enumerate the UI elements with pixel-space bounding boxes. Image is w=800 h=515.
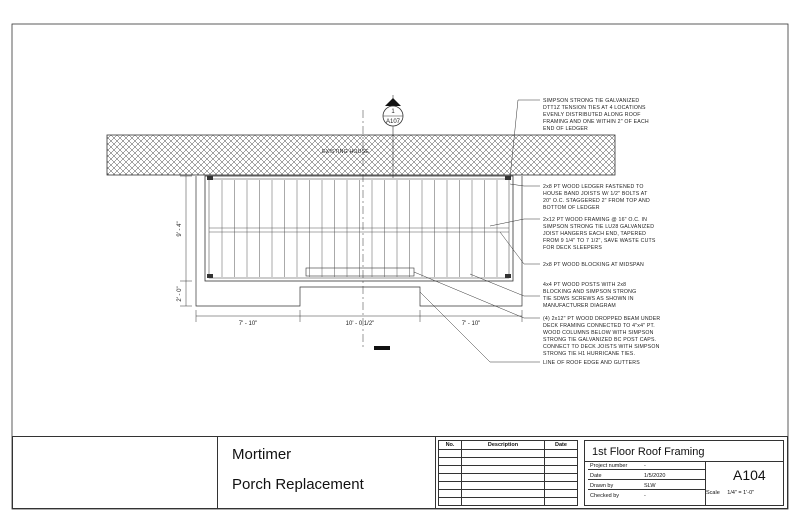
project-name: Porch Replacement	[232, 476, 364, 493]
table-row	[439, 458, 578, 466]
sheet-number: A104	[733, 467, 766, 483]
table-row	[439, 498, 578, 506]
info-row-checked-by	[588, 492, 706, 500]
dim-center-width: 10' - 0 1/2"	[345, 321, 375, 327]
note-line: 2x12 PT WOOD FRAMING @ 16" O.C. IN	[543, 217, 648, 223]
dim-upper-depth: 9' - 4"	[177, 221, 183, 237]
existing-house-wall	[107, 135, 615, 175]
rev-date-header: Date	[545, 441, 578, 450]
table-row	[439, 474, 578, 482]
roof-edge-line	[196, 176, 522, 306]
note-line: CONNECT TO DECK JOISTS WITH SIMPSON	[543, 344, 660, 350]
info-value: SLW	[644, 483, 656, 489]
scale-line	[706, 490, 754, 496]
title-block-stamp-cell	[13, 437, 218, 508]
section-sheet: A107	[385, 119, 401, 125]
info-value: 1/5/2020	[644, 473, 666, 479]
rev-description-header: Description	[462, 441, 545, 450]
note-line: DTT1Z TENSION TIES AT 4 LOCATIONS	[543, 105, 646, 111]
sheet-title: 1st Floor Roof Framing	[592, 446, 705, 458]
note-line: FOR DECK SLEEPERS	[543, 245, 603, 251]
framing-outline	[205, 176, 513, 281]
table-row	[439, 466, 578, 474]
note-line: JOIST HANGERS EACH END, TAPERED	[543, 231, 647, 237]
rev-no-header: No.	[439, 441, 462, 450]
note-line: DECK FRAMING CONNECTED TO 4"x4" PT.	[543, 323, 655, 329]
note-line: TIE SDWS SCREWS AS SHOWN IN	[543, 296, 634, 302]
scale-value: 1/4" = 1'-0"	[727, 490, 755, 496]
note-line: FRAMING AND ONE WITHIN 2" OF EACH	[543, 119, 649, 125]
note-line: STRONG TIE H1 HURRICANE TIES.	[543, 351, 636, 357]
note-line: 20" O.C. STAGGERED 2" FROM TOP AND	[543, 198, 650, 204]
dim-lower-depth: 2' - 0"	[177, 286, 183, 302]
revision-table	[438, 440, 578, 506]
table-row	[439, 482, 578, 490]
note-line: (4) 2x12" PT WOOD DROPPED BEAM UNDER	[543, 316, 661, 322]
dim-right-width: 7' - 10"	[461, 321, 481, 327]
dim-left-width: 7' - 10"	[238, 321, 258, 327]
info-label: Project number	[590, 463, 628, 469]
info-value: -	[644, 463, 646, 469]
info-label: Checked by	[590, 493, 620, 499]
info-row-project-number	[588, 462, 706, 470]
table-row	[439, 490, 578, 498]
info-value: -	[644, 493, 646, 499]
info-row-drawn-by	[588, 482, 706, 490]
roof-framing-plan	[196, 176, 522, 306]
note-line: 2x8 PT WOOD LEDGER FASTENED TO	[543, 184, 644, 190]
note-line: 4x4 PT WOOD POSTS WITH 2x8	[543, 282, 627, 288]
note-line: EVENLY DISTRIBUTED ALONG ROOF	[543, 112, 641, 118]
section-number: 1	[391, 109, 395, 115]
tension-ties	[207, 176, 511, 278]
note-line: WOOD COLUMNS BELOW WITH SIMPSON	[543, 330, 654, 336]
note-line: SIMPSON STRONG TIE LU28 GALVANIZED	[543, 224, 655, 230]
section-end-mark	[374, 346, 390, 350]
note-line: HOUSE BAND JOISTS W/ 1/2" BOLTS AT	[543, 191, 648, 197]
note-line: END OF LEDGER	[543, 126, 588, 132]
note-line: BOTTOM OF LEDGER	[543, 205, 600, 211]
note-line: FROM 9 1/4" TO 7 1/2", SAVE WASTE CUTS	[543, 238, 656, 244]
existing-house-label: EXISTING HOUSE	[322, 149, 369, 155]
info-label: Drawn by	[590, 483, 614, 489]
note-line: SIMPSON STRONG TIE GALVANIZED	[543, 98, 640, 104]
note-line: BLOCKING AND SIMPSON STRONG	[543, 289, 637, 295]
note-line: 2x8 PT WOOD BLOCKING AT MIDSPAN	[543, 262, 644, 268]
note-line: MANUFACTURER DIAGRAM	[543, 303, 616, 309]
info-row-date	[588, 472, 706, 480]
note-line: LINE OF ROOF EDGE AND GUTTERS	[543, 360, 640, 366]
scale-label: Scale	[706, 490, 720, 496]
framing-inner	[209, 179, 509, 278]
note-line: STRONG TIE GALVANIZED BC POST CAPS.	[543, 337, 657, 343]
joist-group	[222, 180, 497, 277]
info-label: Date	[590, 473, 602, 479]
midspan-blocking	[209, 228, 509, 232]
client-name: Mortimer	[232, 446, 292, 463]
table-row	[439, 450, 578, 458]
